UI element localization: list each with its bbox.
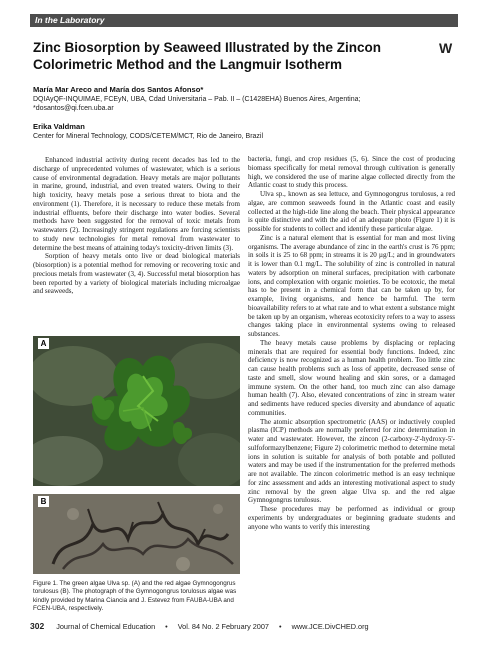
- right-paragraph-5: The atomic absorption spectrometric (AAS) or inductively coupled plasma (ICP) methods are normally preferred for zinc determination in water and wastewater. However, the zincon (2-carboxy-2'-hydroxy-5'-sulfoformazylbenzene; Figure 2) colorimetric method to determine metal ions in solution is suitable for analysis of both potable and polluted waters and may be used if the instrumentation for the preferred methods are not available. The zincon colorimetric method is an easy technique for zinc assessment and adds an interesting motivational aspect to study zinc removal by the green algae Ulva sp. and the red algae Gymnogongrus torulosus.: [248, 417, 455, 505]
- ulva-algae-image: [33, 336, 240, 486]
- journal-volume: Vol. 84 No. 2 February 2007: [177, 622, 269, 631]
- right-column: [248, 155, 455, 531]
- article-title: Zinc Biosorption by Seaweed Illustrated by the Zincon Colorimetric Method and the Langmuir Isotherm: [33, 40, 382, 72]
- gymnogongrus-algae-image: [33, 494, 240, 574]
- web-material-icon: W: [439, 40, 453, 56]
- left-column: [33, 156, 240, 296]
- gymnogongrus-photo: [33, 494, 240, 574]
- left-paragraph-2: Sorption of heavy metals onto live or dead biological materials (biosorption) is a potential method for removing or recovering toxic and precious metals from wastewater (3, 4). Successful metal biosorption has been reported by a variety of biological materials including microalgae and seaweeds,: [33, 252, 240, 296]
- affiliation-2: Center for Mineral Technology, CODS/CETEM/MCT, Rio de Janeiro, Brazil: [33, 133, 264, 140]
- right-paragraph-1: bacteria, fungi, and crop residues (5, 6). Since the cost of producing biomass specifically for metal removal through cultivation is generally high, we considered the use of marine algae collected directly from the Atlantic coast to study this process.: [248, 155, 455, 190]
- journal-url[interactable]: www.JCE.DivCHED.org: [291, 622, 369, 631]
- author-names-2: Erika Valdman: [33, 122, 85, 131]
- page-number: 302: [30, 621, 45, 631]
- section-label: In the Laboratory: [35, 15, 105, 25]
- right-paragraph-2: Ulva sp., known as sea lettuce, and Gymnogongrus torulosus, a red algae, are common seaweeds found in the Atlantic coast and easily collected at the high-tide line along the beach. Their physical appearance is quite distinctive and with the aid of an adequate photo (Figure 1) it is possible for students to collect and identify these particular algae.: [248, 190, 455, 233]
- section-header-bar: [30, 14, 458, 27]
- page-footer: 302 Journal of Chemical Education • Vol. 84 No. 2 February 2007 • www.JCE.DivCHED.org: [30, 621, 369, 631]
- right-paragraph-3: Zinc is a natural element that is essential for man and most living organisms. The average abundance of zinc in the earth's crust is 76 ppm; in soils it is 25 to 68 ppm; in streams it is 20 µg/L; and in groundwaters it is lower than 0.1 mg/L. The solubility of zinc is controlled in natural waters by adsorption on mineral surfaces, precipitation with carbonate ions, and complexation with organic moieties. To be ecotoxic, the metal has to be present in a chemical form that can be taken up by, for example, living organisms, and hence be harmful. The term bioavailability refers to at what rate and to what extent a substance might be taken up by an organism, whereas ecotoxicity refers to a way to assess changes taking place in environmental systems owing to released substances.: [248, 233, 455, 338]
- author-names-1: María Mar Areco and María dos Santos Afonso*: [33, 85, 204, 94]
- right-paragraph-6: These procedures may be performed as individual or group experiments by undergraduates or beginning graduate students and anyone who wants to verify this interesting: [248, 505, 455, 531]
- ulva-photo: [33, 336, 240, 486]
- figure-label-a: A: [38, 338, 49, 349]
- affiliation-1: DQIAyQF-INQUIMAE, FCEyN, UBA, Cdad Universitaria – Pab. II – (C1428EHA) Buenos Aires, Argentina;: [33, 96, 361, 103]
- left-paragraph-1: Enhanced industrial activity during recent decades has led to the discharge of unprecedented volumes of wastewater, which is a serious cause of environmental degradation. Heavy metals are major pollutants in marine, ground, industrial, and even treated waters. Owing to their high toxicity, heavy metals pose a serious threat to biota and the environment (1). Therefore, it is necessary to reduce these metals from industrial effluents, before their discharge into water bodies. Several methods have been suggested for the removal of toxic metals from wastewaters (2). Increasingly stringent regulations are forcing scientists to study new technologies for metal removal from wastewater to determine the best means of attaining today's toxicity-driven limits (3).: [33, 156, 240, 252]
- author-email: *dosantos@qi.fcen.uba.ar: [33, 105, 114, 112]
- figure-caption: Figure 1. The green algae Ulva sp. (A) and the red algae Gymnogongrus torulosus (B). The photograph of the Gymnogongrus torulosus algae was kindly provided by Marina Ciancia and J. Estevez from FAUBA-UBA and FCEN-UBA, respectively.: [33, 580, 237, 612]
- figure-label-b: B: [38, 496, 49, 507]
- journal-name: Journal of Chemical Education: [56, 622, 156, 631]
- right-paragraph-4: The heavy metals cause problems by displacing or replacing minerals that are required for essential body functions. Indeed, zinc deficiency is now recognized as a human health problem. Too little zinc can cause health problems such as loss of appetite, decreased sense of taste and smell, slow wound healing and skin sores, or a damaged immune system. On the other hand, too much zinc can also damage human health (7). Also, elevated concentrations of zinc in stream water and sediments have reduced species diversity and abundance of aquatic communities.: [248, 338, 455, 417]
